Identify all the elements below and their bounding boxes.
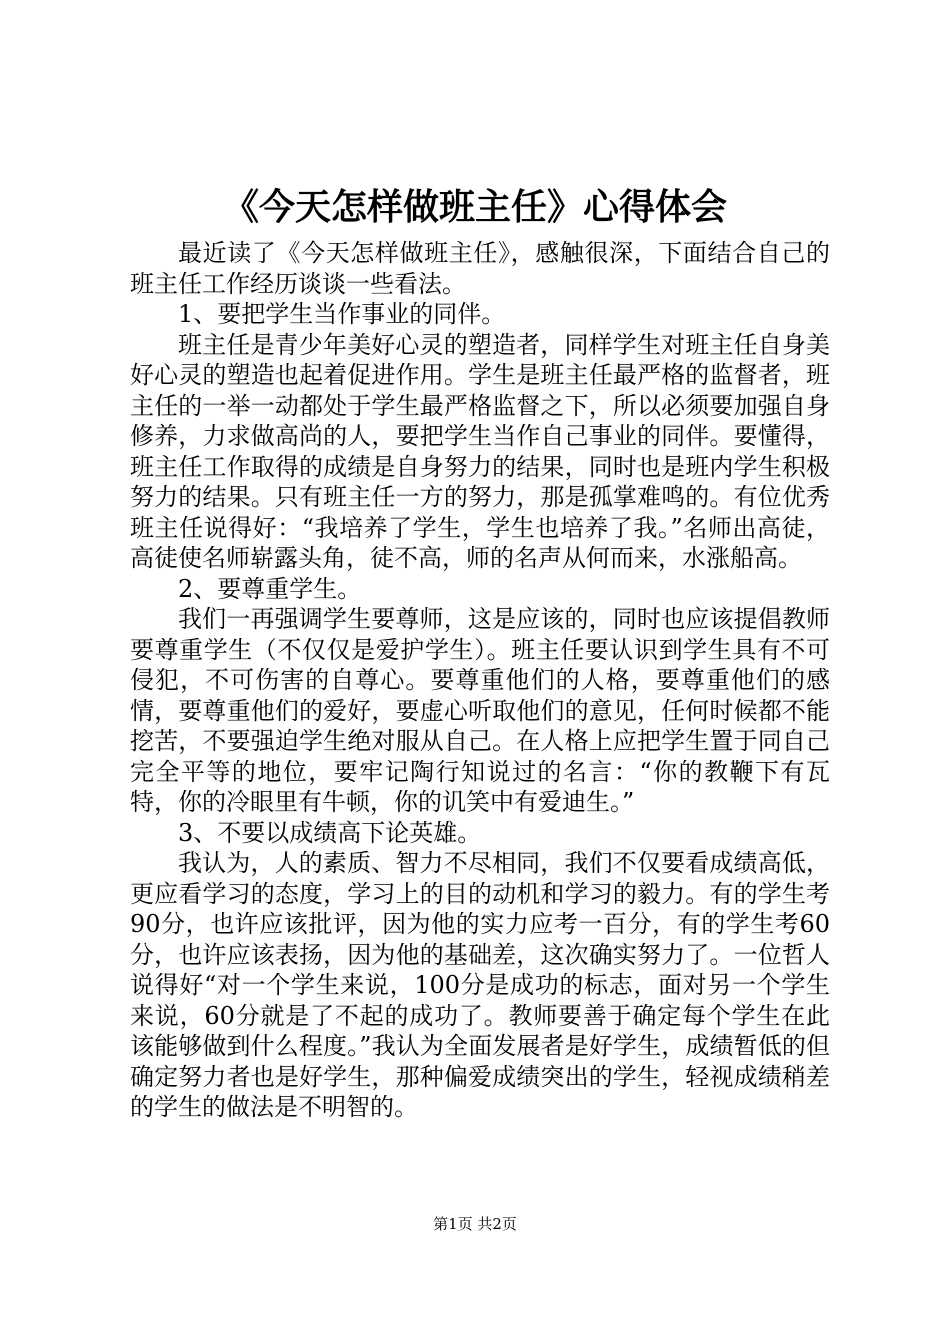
document-title: 《今天怎样做班主任》心得体会: [222, 187, 727, 228]
paragraph-section-2: 我们一再强调学生要尊师，这是应该的，同时也应该提倡教师要尊重学生（不仅仅是爱护学生）。班主任要认识到学生具有不可侵犯，不可伤害的自尊心。要尊重他们的人格，要尊重他们的感情，要尊重他们的爱好，要虚心听取他们的意见，任何时候都不能挖苦，不要强迫学生绝对服从自己。在人格上应把学生置于同自己完全平等的地位，要牢记陶行知说过的名言：“你的教鞭下有瓦特，你的冷眼里有牛顿，你的讥笑中有爱迪生。”: [130, 605, 830, 816]
page-number-footer: 第1页 共2页: [433, 1215, 517, 1233]
section-heading-1: 1、要把学生当作事业的同伴。: [178, 300, 506, 328]
paragraph-intro: 最近读了《今天怎样做班主任》，感触很深，下面结合自己的班主任工作经历谈谈一些看法。: [130, 239, 830, 298]
paragraph-section-1: 班主任是青少年美好心灵的塑造者，同样学生对班主任自身美好心灵的塑造也起着促进作用。学生是班主任最严格的监督者，班主任的一举一动都处于学生最严格监督之下，所以必须要加强自身修养，力求做高尚的人，要把学生当作自己事业的同伴。要懂得，班主任工作取得的成绩是自身努力的结果，同时也是班内学生积极努力的结果。只有班主任一方的努力，那是孤掌难鸣的。有位优秀班主任说得好：“我培养了学生，学生也培养了我。”名师出高徒，高徒使名师崭露头角，徒不高，师的名声从何而来，水涨船高。: [130, 330, 830, 572]
document-body: [130, 238, 830, 1123]
section-heading-3: 3、不要以成绩高下论英雄。: [178, 818, 482, 847]
paragraph-section-3: 我认为，人的素质、智力不尽相同，我们不仅要看成绩高低，更应看学习的态度，学习上的目的动机和学习的毅力。有的学生考90分，也许应该批评，因为他的实力应考一百分，有的学生考60分，也许应该表扬，因为他的基础差，这次确实努力了。一位哲人说得好“对一个学生来说，100分是成功的标志，面对另一个学生来说，60分就是了不起的成功了。教师要善于确定每个学生在此该能够做到什么程度。”我认为全面发展者是好学生，成绩暂低的但确定努力者也是好学生，那种偏爱成绩突出的学生，轻视成绩稍差的学生的做法是不明智的。: [130, 849, 830, 1121]
section-heading-2: 2、要尊重学生。: [178, 574, 362, 603]
